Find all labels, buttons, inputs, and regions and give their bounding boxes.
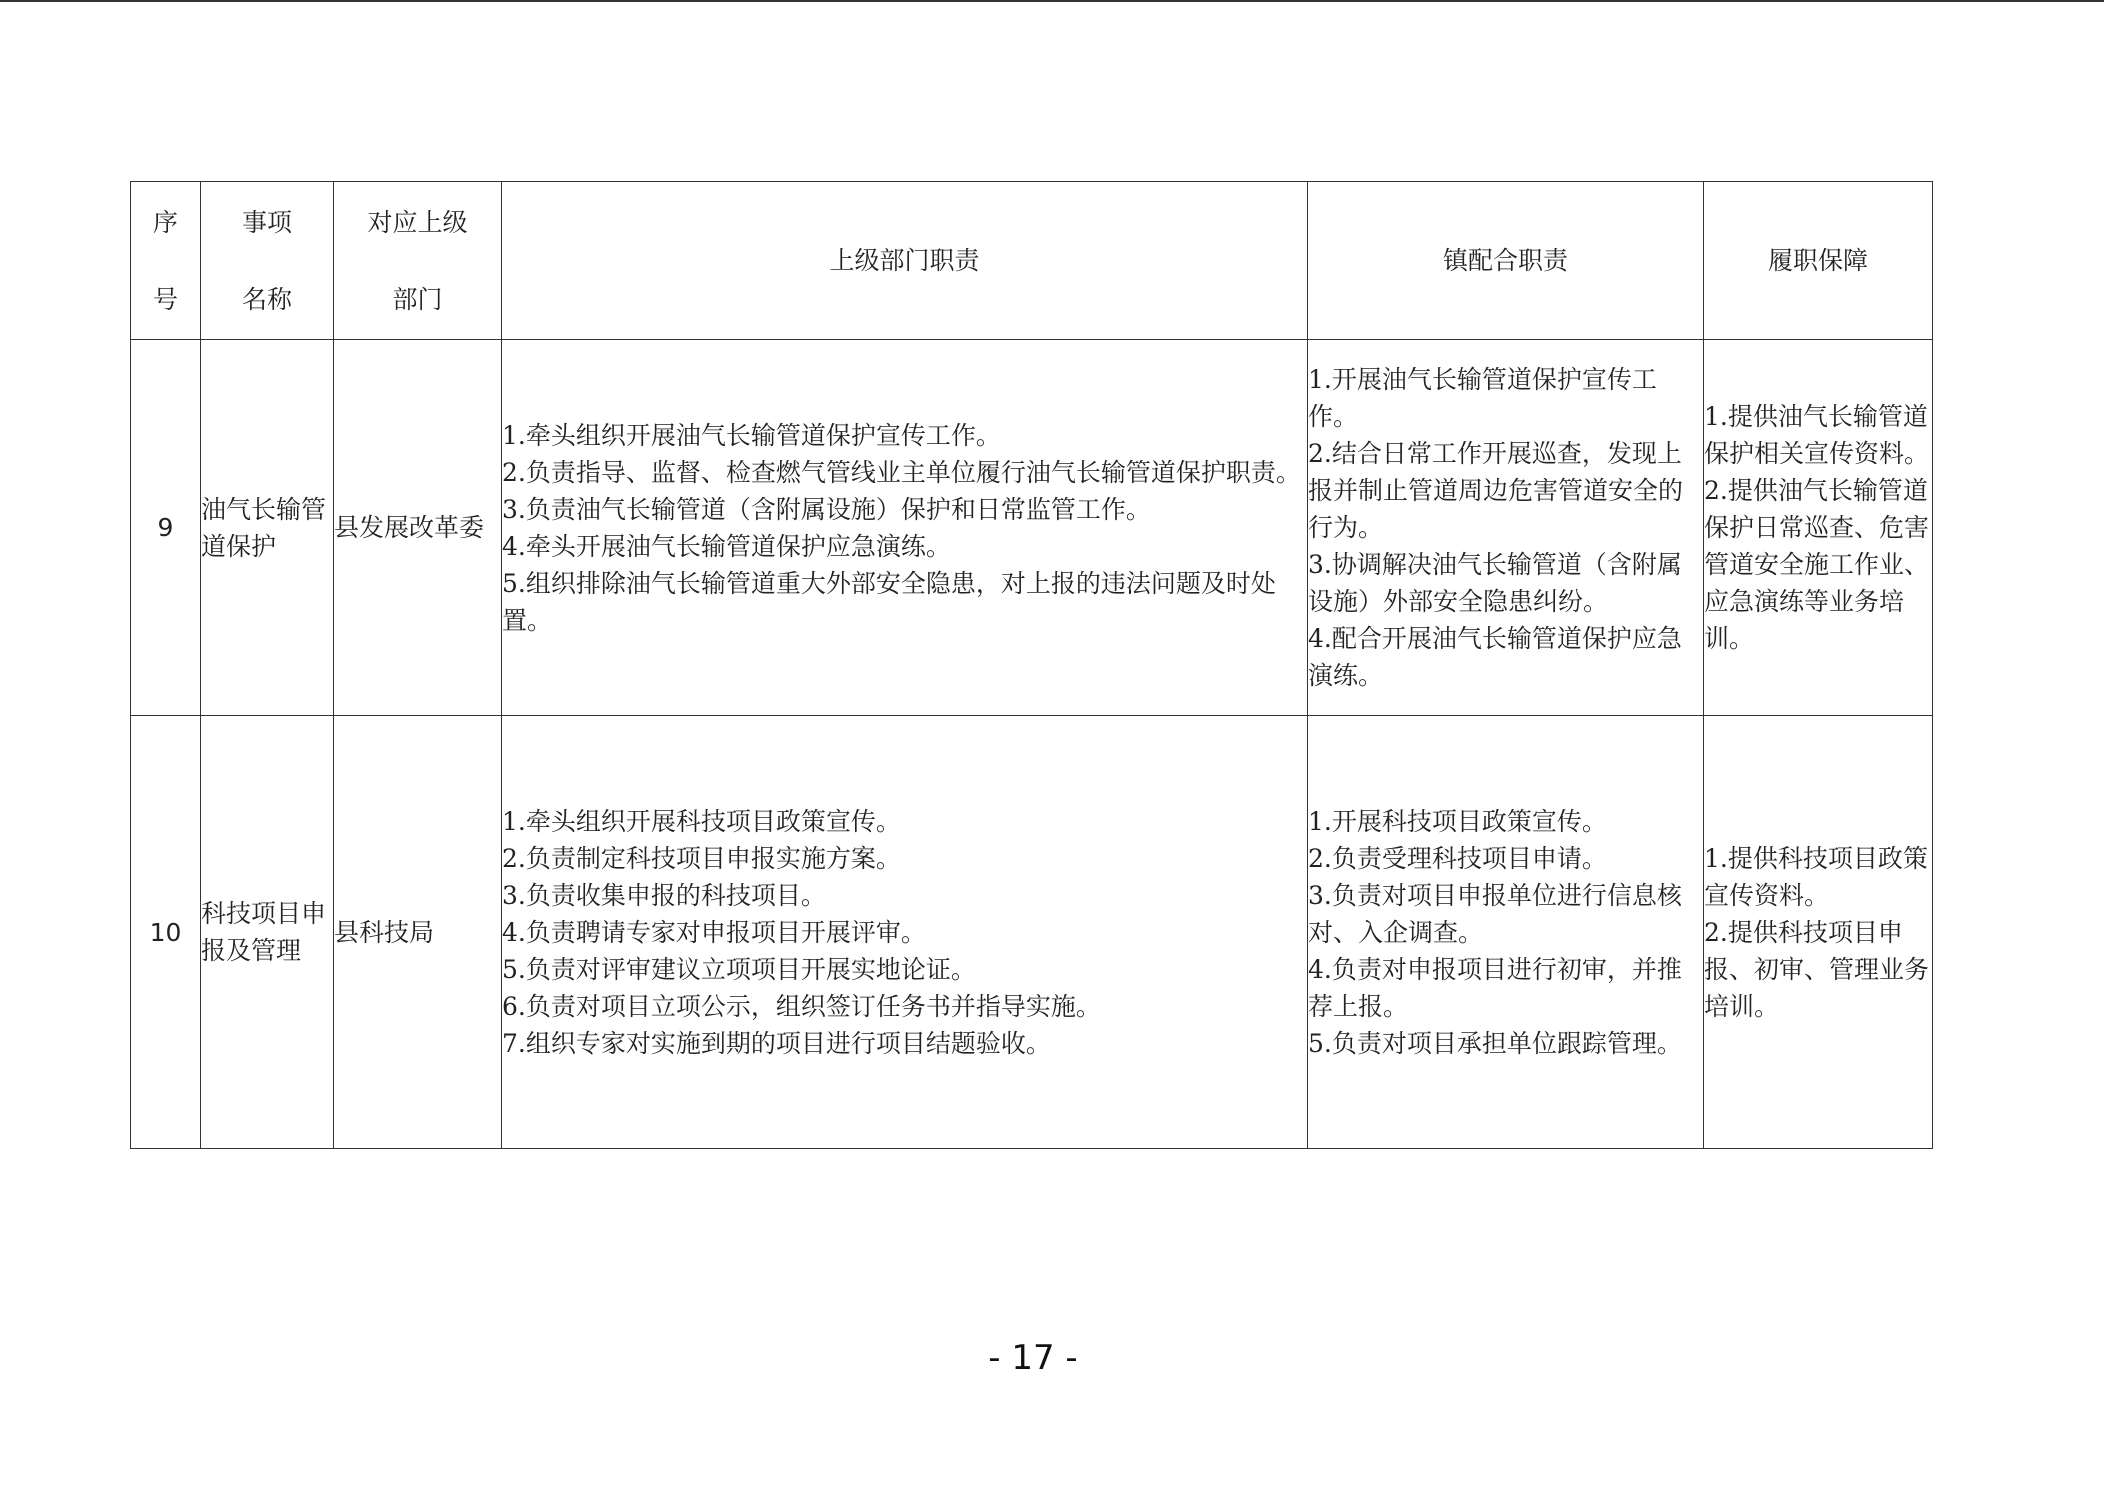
row-item-name: 科技项目申报及管理	[201, 716, 334, 1149]
header-dept-line2: 部门	[392, 284, 443, 314]
duty-item: 2.负责指导、监督、检查燃气管线业主单位履行油气长输管道保护职责。	[502, 457, 1301, 487]
table-row	[131, 716, 1933, 1149]
header-town-duty: 镇配合职责	[1308, 182, 1704, 340]
row-town-duties	[1308, 340, 1704, 716]
header-seq-line2: 号	[152, 284, 178, 314]
header-seq-line1: 序	[152, 207, 178, 237]
table-row	[131, 340, 1933, 716]
duty-item: 5.负责对评审建议立项项目开展实地论证。	[502, 954, 976, 984]
row-guarantee	[1704, 716, 1933, 1149]
duty-item: 2.结合日常工作开展巡查，发现上报并制止管道周边危害管道安全的行为。	[1308, 439, 1684, 542]
row-superior-duties	[502, 340, 1308, 716]
header-dept-line1: 对应上级	[367, 207, 468, 237]
duty-item: 1.牵头组织开展科技项目政策宣传。	[502, 806, 901, 836]
duty-item: 2.负责制定科技项目申报实施方案。	[502, 843, 901, 873]
duty-item: 2.提供科技项目申报、初审、管理业务培训。	[1704, 917, 1930, 1021]
duty-item: 3.协调解决油气长输管道（含附属设施）外部安全隐患纠纷。	[1308, 550, 1682, 616]
top-border-line	[0, 0, 2104, 2]
page-number: - 17 -	[988, 1338, 1078, 1378]
header-item-name	[201, 182, 334, 340]
header-superior-dept	[334, 182, 502, 340]
duty-item: 2.负责受理科技项目申请。	[1308, 843, 1607, 873]
duty-item: 1.提供油气长输管道保护相关宣传资料。	[1704, 402, 1930, 468]
row-seq: 9	[131, 340, 201, 716]
header-name-line2: 名称	[241, 284, 292, 314]
duty-item: 3.负责对项目申报单位进行信息核对、入企调查。	[1308, 880, 1682, 947]
row-guarantee	[1704, 340, 1933, 716]
header-name-line1: 事项	[241, 207, 292, 237]
header-seq	[131, 182, 201, 340]
duty-item: 4.配合开展油气长输管道保护应急演练。	[1308, 624, 1682, 690]
row-superior-dept: 县发展改革委	[334, 340, 502, 716]
duty-item: 3.负责收集申报的科技项目。	[502, 880, 826, 910]
duty-item: 1.牵头组织开展油气长输管道保护宣传工作。	[502, 420, 1001, 450]
row-seq: 10	[131, 716, 201, 1149]
header-superior-duty: 上级部门职责	[502, 182, 1308, 340]
duty-item: 5.组织排除油气长输管道重大外部安全隐患，对上报的违法问题及时处置。	[502, 568, 1276, 635]
duty-item: 4.负责聘请专家对申报项目开展评审。	[502, 917, 926, 947]
duty-item: 2.提供油气长输管道保护日常巡查、危害管道安全施工作业、应急演练等业务培训。	[1704, 476, 1930, 653]
duty-item: 4.牵头开展油气长输管道保护应急演练。	[502, 531, 951, 561]
duty-item: 6.负责对项目立项公示，组织签订任务书并指导实施。	[502, 991, 1101, 1021]
duty-item: 1.开展油气长输管道保护宣传工作。	[1308, 365, 1657, 431]
duty-item: 5.负责对项目承担单位跟踪管理。	[1308, 1028, 1682, 1058]
duty-table	[130, 181, 1933, 1149]
row-superior-duties	[502, 716, 1308, 1149]
row-town-duties	[1308, 716, 1704, 1149]
duty-item: 3.负责油气长输管道（含附属设施）保护和日常监管工作。	[502, 494, 1151, 524]
duty-item: 1.开展科技项目政策宣传。	[1308, 806, 1607, 836]
duty-item: 7.组织专家对实施到期的项目进行项目结题验收。	[502, 1028, 1051, 1058]
duty-item: 4.负责对申报项目进行初审，并推荐上报。	[1308, 954, 1682, 1021]
header-guarantee: 履职保障	[1704, 182, 1933, 340]
row-superior-dept: 县科技局	[334, 716, 502, 1149]
row-item-name: 油气长输管道保护	[201, 340, 334, 716]
duty-item: 1.提供科技项目政策宣传资料。	[1704, 843, 1928, 910]
table-header-row	[131, 182, 1933, 340]
